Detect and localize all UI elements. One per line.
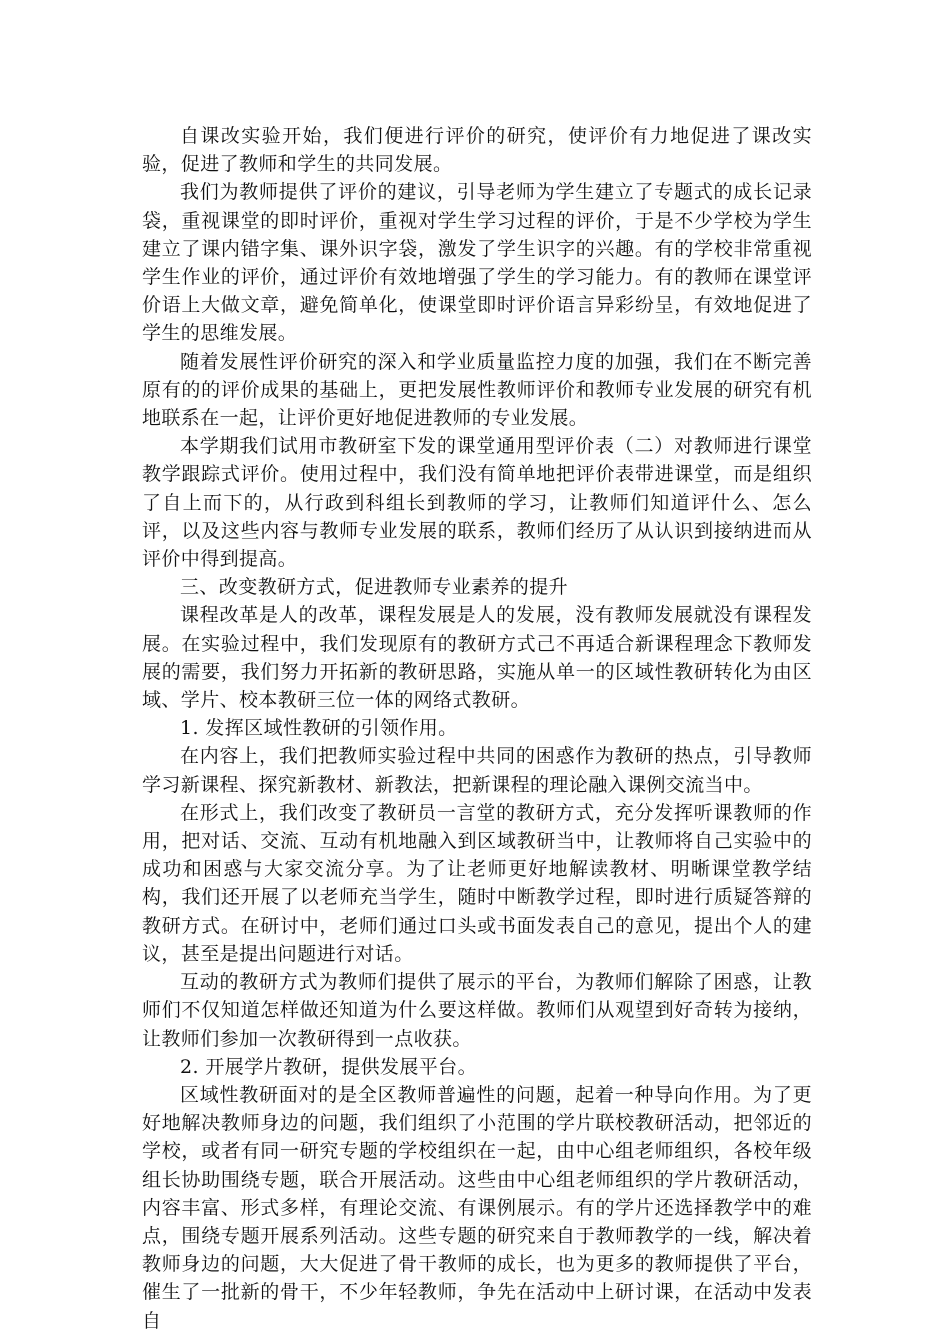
- document-body: [142, 122, 812, 1335]
- section-heading-3: 三、改变教研方式，促进教师专业素养的提升: [180, 576, 569, 599]
- paragraph-6: 在内容上，我们把教师实验过程中共同的困惑作为教研的热点，引导教师学习新课程、探究新教材、新教法，把新课程的理论融入课例交流当中。: [142, 745, 812, 796]
- subheading-1: 1. 发挥区域性教研的引领作用。: [180, 717, 458, 740]
- subheading-2: 2. 开展学片教研，提供发展平台。: [180, 1055, 477, 1078]
- paragraph-5: 课程改革是人的改革，课程发展是人的发展，没有教师发展就没有课程发展。在实验过程中，我们发现原有的教研方式己不再适合新课程理念下教师发展的需要，我们努力开拓新的教研思路，实施从单一的区域性教研转化为由区域、学片、校本教研三位一体的网络式教研。: [142, 604, 812, 712]
- paragraph-3: 随着发展性评价研究的深入和学业质量监控力度的加强，我们在不断完善原有的的评价成果的基础上，更把发展性教师评价和教师专业发展的研究有机地联系在一起，让评价更好地促进教师的专业发展。: [142, 350, 812, 430]
- paragraph-7: 在形式上，我们改变了教研员一言堂的教研方式，充分发挥听课教师的作用，把对话、交流、互动有机地融入到区域教研当中，让教师将自己实验中的成功和困惑与大家交流分享。为了让老师更好地解读教材、明晰课堂教学结构，我们还开展了以老师充当学生，随时中断教学过程，即时进行质疑答辩的教研方式。在研讨中，老师们通过口头或书面发表自己的意见，提出个人的建议，甚至是提出问题进行对话。: [142, 801, 812, 965]
- paragraph-2: 我们为教师提供了评价的建议，引导老师为学生建立了专题式的成长记录袋，重视课堂的即时评价，重视对学生学习过程的评价，于是不少学校为学生建立了课内错字集、课外识字袋，激发了学生识字的兴趣。有的学校非常重视学生作业的评价，通过评价有效地增强了学生的学习能力。有的教师在课堂评价语上大做文章，避免简单化，使课堂即时评价语言异彩纷呈，有效地促进了学生的思维发展。: [142, 181, 812, 345]
- paragraph-9: 区域性教研面对的是全区教师普遍性的问题，起着一种导向作用。为了更好地解决教师身边的问题，我们组织了小范围的学片联校教研活动，把邻近的学校，或者有同一研究专题的学校组织在一起，由中心组老师组织，各校年级组长协助围绕专题，联合开展活动。这些由中心组老师组织的学片教研活动，内容丰富、形式多样，有理论交流、有课例展示。有的学片还选择教学中的难点，围绕专题开展系列活动。这些专题的研究来自于教师教学的一线，解决着教师身边的问题，大大促进了骨干教师的成长，也为更多的教师提供了平台，催生了一批新的骨干，不少年轻教师，争先在活动中上研讨课，在活动中发表自: [142, 1083, 812, 1332]
- paragraph-1: 自课改实验开始，我们便进行评价的研究，使评价有力地促进了课改实验，促进了教师和学生的共同发展。: [142, 125, 812, 176]
- paragraph-4: 本学期我们试用市教研室下发的课堂通用型评价表（二）对教师进行课堂教学跟踪式评价。使用过程中，我们没有简单地把评价表带进课堂，而是组织了自上而下的，从行政到科组长到教师的学习，让教师们知道评什么、怎么评，以及这些内容与教师专业发展的联系，教师们经历了从认识到接纳进而从评价中得到提高。: [142, 435, 812, 571]
- paragraph-8: 互动的教研方式为教师们提供了展示的平台，为教师们解除了困惑，让教师们不仅知道怎样做还知道为什么要这样做。教师们从观望到好奇转为接纳，让教师们参加一次教研得到一点收获。: [142, 971, 812, 1050]
